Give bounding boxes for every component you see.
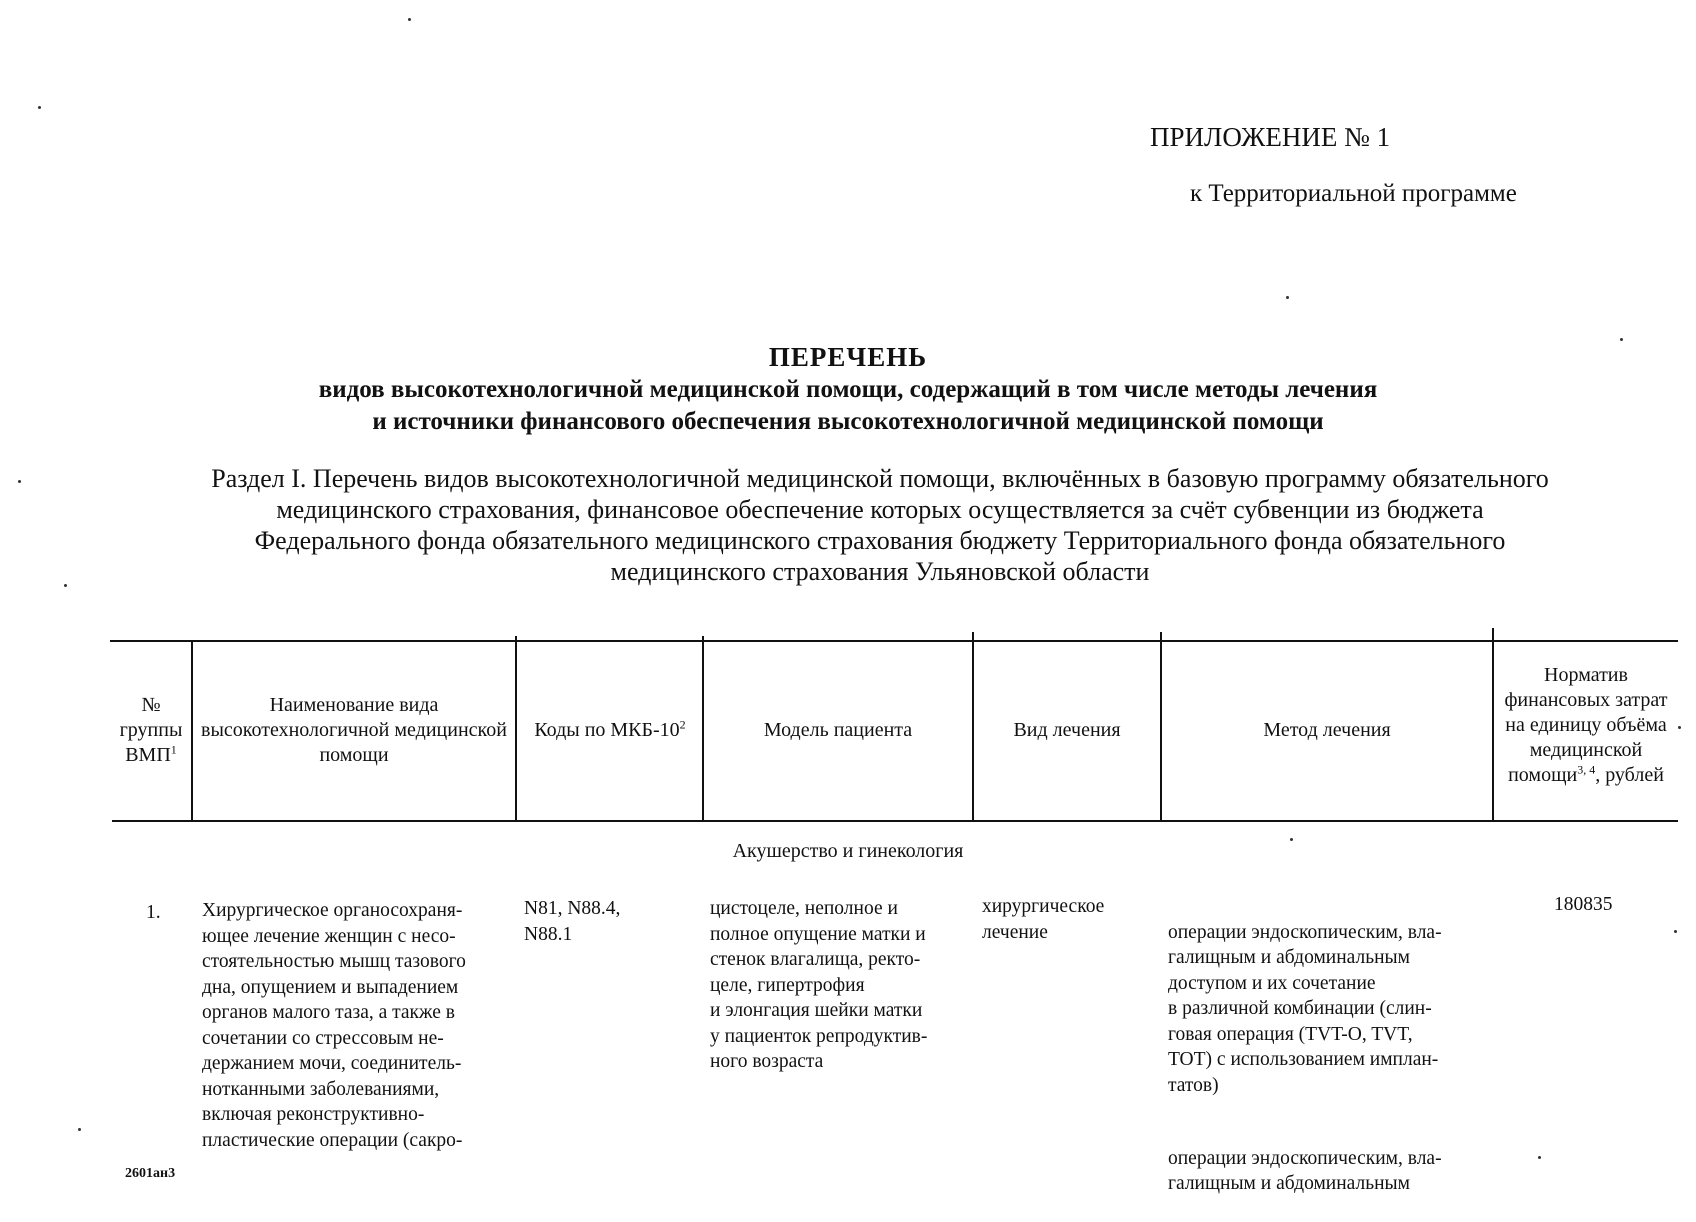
appendix-reference: к Территориальной программе <box>1190 180 1517 207</box>
header-norm-text: Норматив финансовых затрат на единицу объёма медицинской помощи <box>1504 663 1668 786</box>
header-method: Метод лечения <box>1263 718 1391 741</box>
document-title <box>0 340 1696 438</box>
scan-speck <box>1538 1156 1541 1159</box>
row-norm: 180835 <box>1554 894 1613 915</box>
section-line-2: медицинского страхования, финансовое обеспечение которых осуществляется за счёт субвенции из бюджета <box>276 495 1484 524</box>
section-line-3: Федерального фонда обязательного медицинского страхования бюджету Территориального фонда обязательного <box>254 526 1506 555</box>
section-line-4: медицинского страхования Ульяновской области <box>610 557 1150 586</box>
header-codes <box>520 642 700 818</box>
row-treatment-type: хирургическое лечение <box>982 896 1105 943</box>
row-method <box>1168 894 1492 1222</box>
scan-speck <box>1286 296 1289 299</box>
appendix-label: ПРИЛОЖЕНИЕ № 1 <box>1150 122 1391 152</box>
column-divider <box>191 640 193 820</box>
category-heading: Акушерство и гинекология <box>732 840 964 862</box>
title-main: ПЕРЕЧЕНЬ <box>768 342 928 372</box>
title-line-1: видов высокотехнологичной медицинской помощи, содержащий в том числе методы лечения <box>318 376 1378 403</box>
header-norm-unit: , рублей <box>1595 763 1664 786</box>
scan-speck <box>38 106 41 109</box>
header-norm <box>1496 632 1676 818</box>
column-divider <box>515 636 517 820</box>
header-codes-text: Коды по МКБ-10 <box>534 718 680 741</box>
header-group-no-text: № группы ВМП <box>119 693 183 766</box>
scan-speck <box>1678 726 1681 729</box>
title-line-2: и источники финансового обеспечения высокотехнологичной медицинской помощи <box>372 408 1324 435</box>
scan-speck <box>1620 338 1623 341</box>
section-line-1: Раздел I. Перечень видов высокотехнологичной медицинской помощи, включённых в базовую программу обязательного <box>211 464 1549 493</box>
row-method-2: операции эндоскопическим, вла- галищным и абдоминальным <box>1168 1147 1442 1194</box>
column-divider <box>702 636 704 820</box>
scan-speck <box>1674 930 1677 933</box>
footnote-ref: 1 <box>170 741 177 756</box>
section-heading <box>120 463 1640 587</box>
column-divider <box>1160 632 1162 820</box>
row-codes: N81, N88.4, N88.1 <box>524 898 621 945</box>
column-divider <box>972 632 974 820</box>
header-name: Наименование вида высокотехнологичной медицинской помощи <box>201 693 507 766</box>
table-header-bottom-border <box>112 820 1678 822</box>
scan-speck <box>64 584 67 587</box>
column-divider <box>1492 628 1494 820</box>
footer-code: 2601ан3 <box>125 1166 176 1181</box>
row-name: Хирургическое органосохраня- ющее лечение женщин с несо- стоятельностью мышц тазового дна, опущением и выпадением органов малого таза, а также в сочетании со стрессовым не- держанием мочи, соединитель- нотканными заболеваниями, включая реконструктивно- пластические операции (сакро- <box>202 900 466 1151</box>
row-method-1: операции эндоскопическим, вла- галищным и абдоминальным доступом и их сочетание в различной комбинации (слин- говая операция (TVT-O, TVT, TOT) с использованием имплан- татов) <box>1168 921 1442 1096</box>
scan-speck <box>18 480 21 483</box>
scan-speck <box>408 18 411 21</box>
scan-speck <box>78 1128 81 1131</box>
header-treatment-type: Вид лечения <box>1013 718 1121 741</box>
header-group-no <box>112 642 190 818</box>
scan-speck <box>1290 838 1293 841</box>
row-model: цистоцеле, неполное и полное опущение матки и стенок влагалища, ректо- целе, гипертрофия и элонгация шейки матки у пациенток репродуктив- ного возраста <box>710 898 928 1072</box>
footnote-ref: 3, 4 <box>1577 761 1596 776</box>
row-number: 1. <box>146 902 161 923</box>
footnote-ref: 2 <box>679 716 686 731</box>
header-model: Модель пациента <box>763 718 913 741</box>
